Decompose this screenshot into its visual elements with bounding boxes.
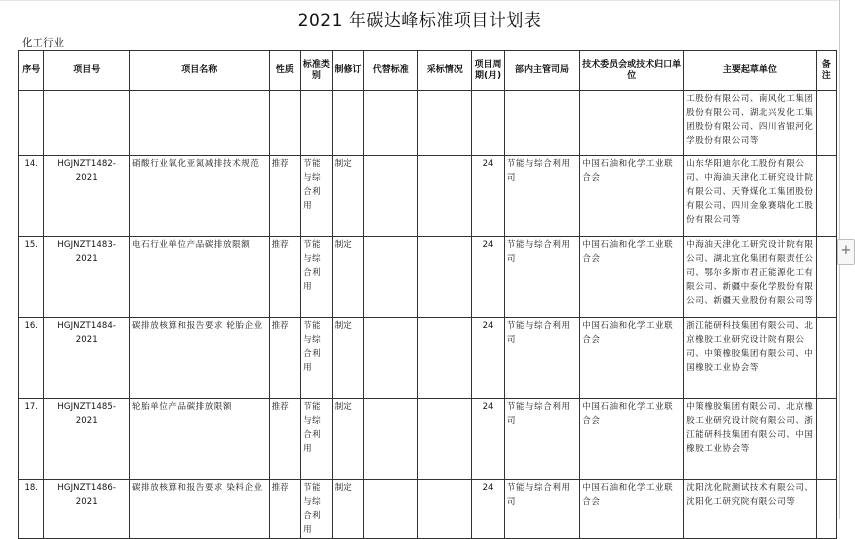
cell-nature: 推荐: [269, 318, 301, 399]
header-name: 项目名称: [130, 51, 270, 91]
header-nature: 性质: [269, 51, 301, 91]
cell-replaced: [364, 318, 418, 399]
header-std-type: 标准类别: [301, 51, 333, 91]
cell-replaced: [364, 156, 418, 237]
cell-code: HGJNZT1483-2021: [44, 237, 130, 318]
cell-seq: 18.: [19, 480, 44, 539]
cell-drafters: 沈阳沈化院测试技术有限公司、沈阳化工研究院有限公司等: [684, 480, 816, 539]
header-period: 项目周期(月): [472, 51, 505, 91]
cell-name: 轮胎单位产品碳排放限额: [130, 399, 270, 480]
header-adoption: 采标情况: [418, 51, 472, 91]
cell-tc: 中国石油和化学工业联合会: [580, 318, 684, 399]
cell-adoption: [418, 399, 472, 480]
standards-plan-table: [18, 50, 837, 539]
cell-std-type: 节能与综合利用: [301, 318, 333, 399]
cell-adoption: [418, 156, 472, 237]
cell-period: 24: [472, 399, 505, 480]
table-header-row: [19, 51, 837, 91]
cell-code: HGJNZT1482-2021: [44, 156, 130, 237]
cell-remarks: [816, 318, 836, 399]
cell-std-type: 节能与综合利用: [301, 399, 333, 480]
cell-name: 碳排放核算和报告要求 染料企业: [130, 480, 270, 539]
cell-replaced: [364, 480, 418, 539]
cell-nature: 推荐: [269, 480, 301, 539]
cell-remarks: [816, 399, 836, 480]
cell-revision: 制定: [332, 399, 364, 480]
header-dept: 部内主管司局: [504, 51, 579, 91]
cell-nature: 推荐: [269, 156, 301, 237]
cell-period: 24: [472, 237, 505, 318]
header-revision: 制修订: [332, 51, 364, 91]
cell-dept: 节能与综合利用司: [504, 399, 579, 480]
cell-drafters: 浙江能研科技集团有限公司、北京橡胶工业研究设计院有限公司、中策橡胶集团有限公司、中国橡胶工业协会等: [684, 318, 816, 399]
cell-std-type: 节能与综合利用: [301, 156, 333, 237]
cell-adoption: [418, 318, 472, 399]
cell-revision: 制定: [332, 318, 364, 399]
table-row: [19, 318, 837, 399]
cell-tc: 中国石油和化学工业联合会: [580, 237, 684, 318]
cell-name: 碳排放核算和报告要求 轮胎企业: [130, 318, 270, 399]
industry-category: 化工行业: [22, 37, 64, 49]
cell-revision: 制定: [332, 480, 364, 539]
cell-revision: 制定: [332, 237, 364, 318]
table-row: [19, 237, 837, 318]
cell-tc: 中国石油和化学工业联合会: [580, 399, 684, 480]
cell-seq: 17.: [19, 399, 44, 480]
cell-drafters: 中海油天津化工研究设计院有限公司、湖北宜化集团有限责任公司、鄂尔多斯市君正能源化工有限公司、新疆中泰化学股份有限公司、新疆天业股份有限公司等: [684, 237, 816, 318]
cell-code: HGJNZT1486-2021: [44, 480, 130, 539]
cell-period: 24: [472, 318, 505, 399]
cell-drafters: 山东华阳迪尔化工股份有限公司、中海油天津化工研究设计院有限公司、天脊煤化工集团股份有限公司、四川金象赛瑞化工股份有限公司等: [684, 156, 816, 237]
cell-period: 24: [472, 480, 505, 539]
cell-remarks: [816, 156, 836, 237]
header-drafters: 主要起草单位: [684, 51, 816, 91]
header-tc: 技术委员会或技术归口单位: [580, 51, 684, 91]
table-row: [19, 480, 837, 539]
document-title: 2021 年碳达峰标准项目计划表: [297, 11, 542, 31]
cell-replaced: [364, 399, 418, 480]
cell-code: HGJNZT1484-2021: [44, 318, 130, 399]
cell-dept: 节能与综合利用司: [504, 480, 579, 539]
cell-replaced: [364, 237, 418, 318]
table-row: [19, 399, 837, 480]
cell-name: 电石行业单位产品碳排放限额: [130, 237, 270, 318]
header-code: 项目号: [44, 51, 130, 91]
cell-seq: 14.: [19, 156, 44, 237]
cell-seq: 16.: [19, 318, 44, 399]
cell-nature: 推荐: [269, 399, 301, 480]
cell-adoption: [418, 237, 472, 318]
table-row-continued: [19, 91, 837, 156]
cell-remarks: [816, 480, 836, 539]
cell-adoption: [418, 480, 472, 539]
cell-code: HGJNZT1485-2021: [44, 399, 130, 480]
cell-std-type: 节能与综合利用: [301, 237, 333, 318]
cell-seq: 15.: [19, 237, 44, 318]
cell-drafters: 中策橡胶集团有限公司、北京橡胶工业研究设计院有限公司、浙江能研科技集团有限公司、中国橡胶工业协会等: [684, 399, 816, 480]
header-replaced: 代替标准: [364, 51, 418, 91]
expand-plus-button[interactable]: +: [837, 239, 855, 265]
cell-std-type: 节能与综合利用: [301, 480, 333, 539]
cell-dept: 节能与综合利用司: [504, 318, 579, 399]
cell-tc: 中国石油和化学工业联合会: [580, 156, 684, 237]
cell-period: 24: [472, 156, 505, 237]
cell-revision: 制定: [332, 156, 364, 237]
cell-dept: 节能与综合利用司: [504, 156, 579, 237]
cell-dept: 节能与综合利用司: [504, 237, 579, 318]
page-top-edge: [0, 0, 839, 1]
cell-remarks: [816, 237, 836, 318]
cell-drafters: 工股份有限公司、南风化工集团股份有限公司、湖北兴发化工集团股份有限公司、四川省银河化学股份有限公司等: [684, 91, 816, 156]
cell-tc: 中国石油和化学工业联合会: [580, 480, 684, 539]
cell-name: 硝酸行业氧化亚氮减排技术规范: [130, 156, 270, 237]
table-row: [19, 156, 837, 237]
header-remarks: 备注: [816, 51, 836, 91]
cell-nature: 推荐: [269, 237, 301, 318]
header-seq: 序号: [19, 51, 44, 91]
